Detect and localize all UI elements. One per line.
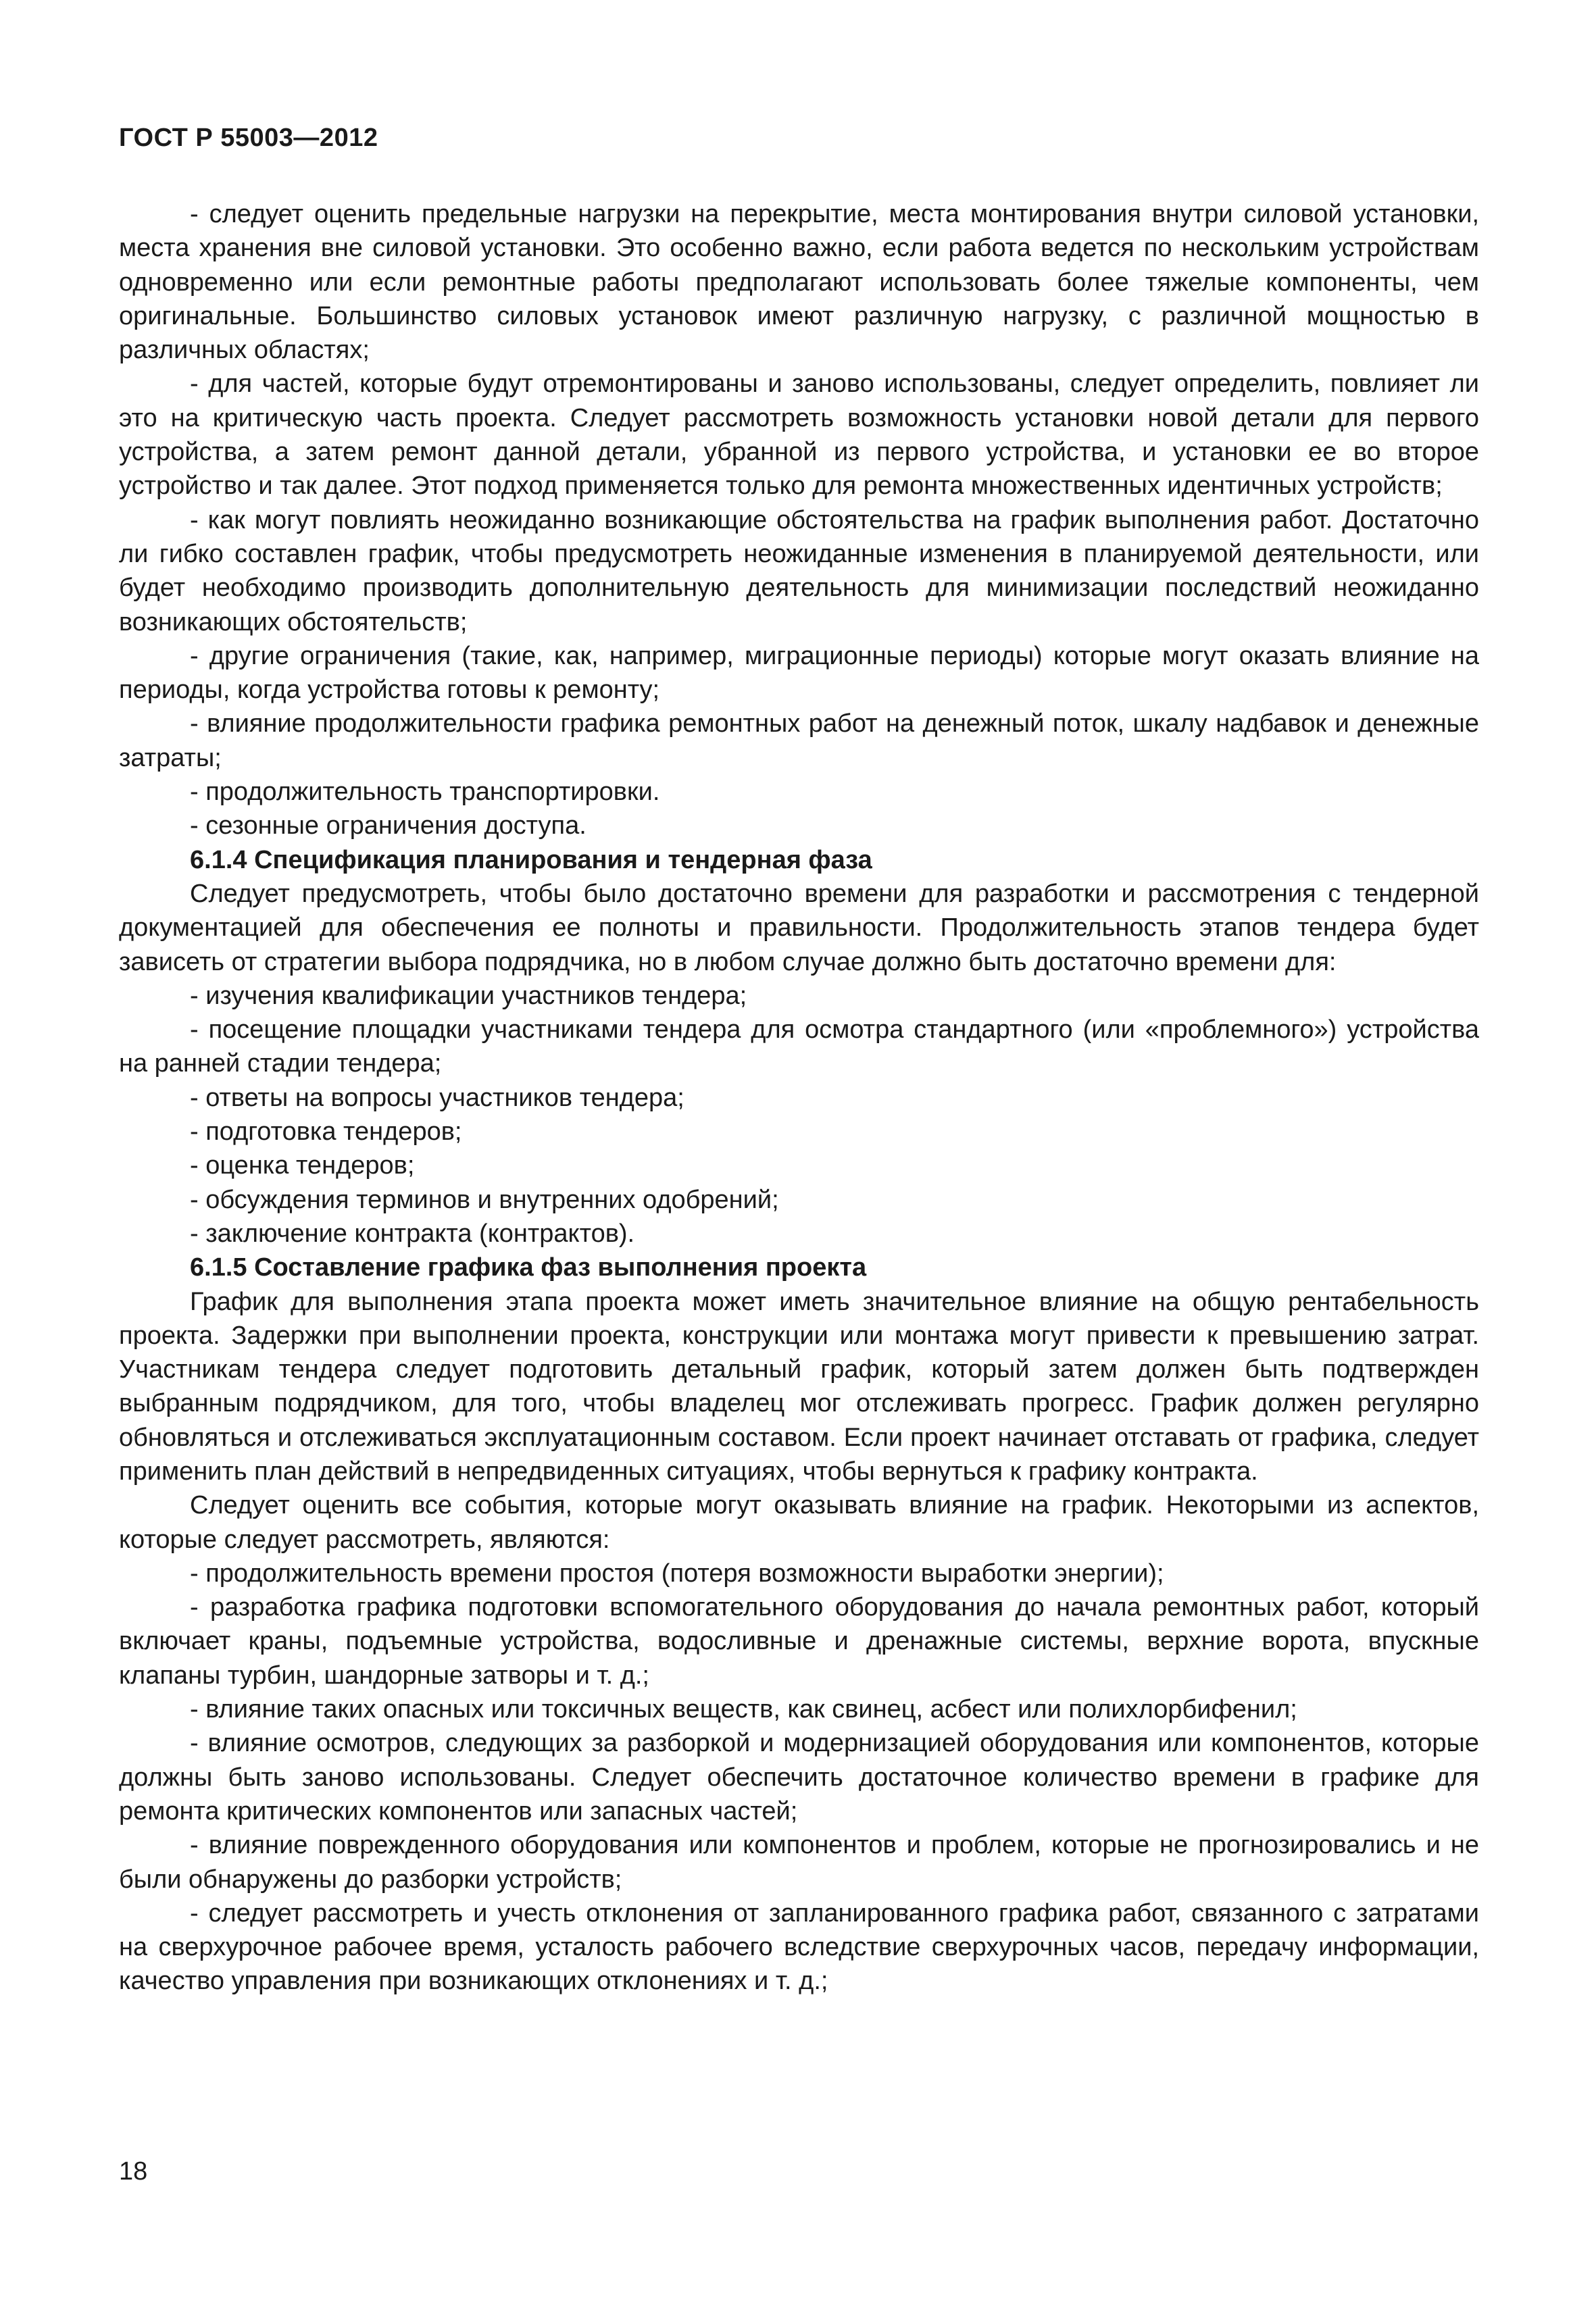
list-item: - ответы на вопросы участников тендера; [190, 1083, 684, 1112]
list-item: - влияние поврежденного оборудования или компонентов и проблем, которые не прогнозировались и не были обнаружены до разборки устройств; [119, 1831, 1479, 1894]
list-item: - влияние осмотров, следующих за разборкой и модернизацией оборудования или компонентов, которые должны быть заново использованы. Следует обеспечить достаточное количество времени в графике для ремонта критических компонентов или запасных частей; [119, 1729, 1479, 1826]
list-item: - посещение площадки участниками тендера для осмотра стандартного (или «проблемного») устройства на ранней стадии тендера; [119, 1015, 1479, 1078]
paragraph: Следует оценить все события, которые могут оказывать влияние на график. Некоторыми из аспектов, которые следует рассмотреть, являются: [119, 1491, 1479, 1554]
list-item: - подготовка тендеров; [190, 1117, 462, 1147]
list-item: - продолжительность времени простоя (потеря возможности выработки энергии); [190, 1559, 1164, 1588]
list-item: - продолжительность транспортировки. [190, 778, 660, 807]
list-item: - разработка графика подготовки вспомогательного оборудования до начала ремонтных работ, который включает краны, подъемные устройства, водосливные и дренажные системы, верхние ворота, впускные клапаны турбин, шандорные затворы и т. д.; [119, 1593, 1479, 1690]
document-header: ГОСТ Р 55003—2012 [119, 124, 378, 152]
page-number: 18 [119, 2157, 148, 2186]
section-heading-6-1-4: 6.1.4 Спецификация планирования и тендерная фаза [190, 845, 872, 874]
section-heading-6-1-5: 6.1.5 Составление графика фаз выполнения проекта [190, 1253, 867, 1282]
list-item: - следует оценить предельные нагрузки на перекрытие, места монтирования внутри силовой установки, места хранения вне силовой установки. Это особенно важно, если работа ведется по нескольким устройствам одновременно или если ремонтные работы предполагают использовать более тяжелые компоненты, чем оригинальные. Большинство силовых установок имеют различную нагрузку, с различной мощностью в различных областях; [119, 200, 1479, 365]
list-item: - сезонные ограничения доступа. [190, 811, 587, 840]
page-body [119, 197, 1479, 1998]
list-item: - влияние продолжительности графика ремонтных работ на денежный поток, шкалу надбавок и денежные затраты; [119, 709, 1479, 772]
list-item: - заключение контракта (контрактов). [190, 1219, 635, 1248]
list-item: - как могут повлиять неожиданно возникающие обстоятельства на график выполнения работ. Достаточно ли гибко составлен график, чтобы предусмотреть неожиданные изменения в планируемой деятельности, или будет необходимо производить дополнительную деятельность для минимизации последствий неожиданно возникающих обстоятельств; [119, 505, 1479, 636]
list-item: - обсуждения терминов и внутренних одобрений; [190, 1185, 779, 1214]
paragraph: Следует предусмотреть, чтобы было достаточно времени для разработки и рассмотрения с тендерной документацией для обеспечения ее полноты и правильности. Продолжительность этапов тендера будет зависеть от стратегии выбора подрядчика, но в любом случае должно быть достаточно времени для: [119, 879, 1479, 976]
list-item: - влияние таких опасных или токсичных веществ, как свинец, асбест или полихлорбифенил; [190, 1695, 1297, 1724]
list-item: - изучения квалификации участников тендера; [190, 981, 747, 1010]
list-item: - другие ограничения (такие, как, например, миграционные периоды) которые могут оказать влияние на периоды, когда устройства готовы к ремонту; [119, 641, 1479, 705]
list-item: - следует рассмотреть и учесть отклонения от запланированного графика работ, связанного с затратами на сверхурочное рабочее время, усталость рабочего вследствие сверхурочных часов, передачу информации, качество управления при возникающих отклонениях и т. д.; [119, 1898, 1479, 1996]
list-item: - оценка тендеров; [190, 1151, 415, 1180]
list-item: - для частей, которые будут отремонтированы и заново использованы, следует определить, повлияет ли это на критическую часть проекта. Следует рассмотреть возможность установки новой детали для первого устройства, а затем ремонт данной детали, убранной из первого устройства, и установки ее во второе устройство и так далее. Этот подход применяется только для ремонта множественных идентичных устройств; [119, 370, 1479, 501]
paragraph: График для выполнения этапа проекта может иметь значительное влияние на общую рентабельность проекта. Задержки при выполнении проекта, конструкции или монтажа могут привести к превышению затрат. Участникам тендера следует подготовить детальный график, который затем должен быть подтвержден выбранным подрядчиком, для того, чтобы владелец мог отслеживать прогресс. График должен регулярно обновляться и отслеживаться эксплуатационным составом. Если проект начинает отставать от графика, следует применить план действий в непредвиденных ситуациях, чтобы вернуться к графику контракта. [119, 1287, 1479, 1486]
